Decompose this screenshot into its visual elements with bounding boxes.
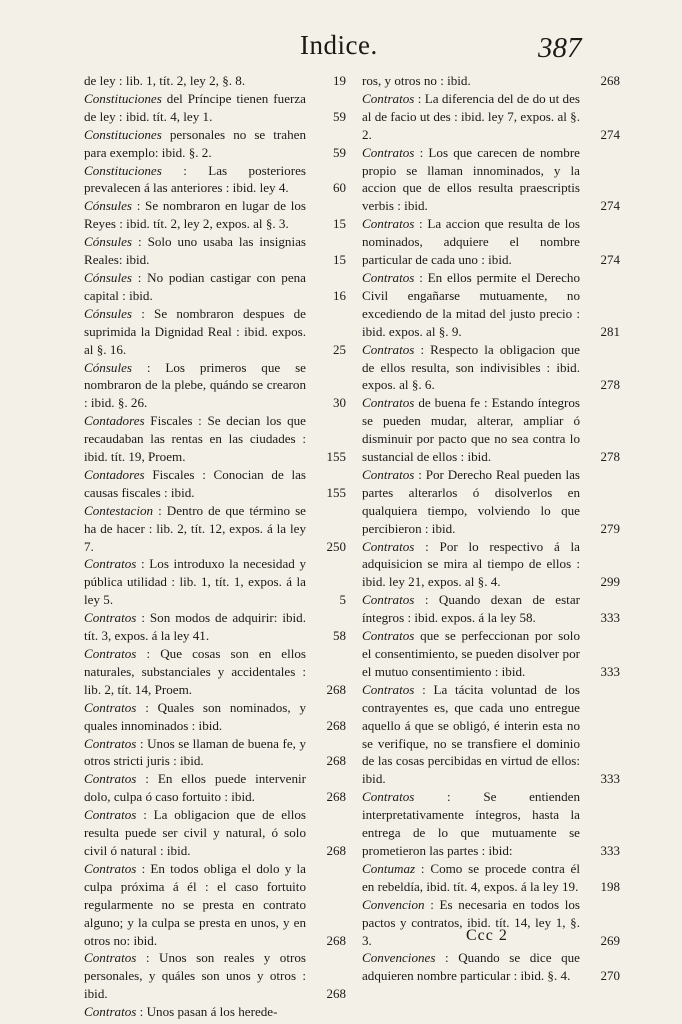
index-entry: [84, 699, 346, 735]
entry-page-ref: 60: [333, 180, 346, 196]
entry-text: : La diferencia del de do ut des al de facio ut des : ibid. ley 7, expos. al §. 2.: [362, 90, 580, 142]
entry-heading: Contratos: [362, 681, 415, 697]
entry-text: Fiscales : Se decian los que recaudaban las rentas en las ciudades : ibid. tít. 19, Proem.: [84, 413, 306, 465]
index-entry: [84, 806, 346, 860]
index-entry: [362, 591, 620, 627]
index-entry: [362, 72, 620, 90]
entry-text: ros, y otros no : ibid.: [362, 73, 471, 88]
entry-heading: Cónsules: [84, 359, 133, 375]
entry-page-ref: 268: [326, 789, 346, 805]
entry-page-ref: 333: [600, 663, 620, 679]
index-entry: [362, 681, 620, 788]
entry-heading: Contestacion: [84, 502, 154, 518]
entry-page-ref: 268: [326, 932, 346, 948]
entry-heading: Cónsules: [84, 234, 133, 250]
entry-heading: Contratos: [362, 341, 415, 357]
index-entry: [362, 394, 620, 466]
index-entry: [84, 770, 346, 806]
entry-heading: Contratos: [84, 735, 137, 751]
entry-heading: Contratos: [84, 950, 137, 966]
entry-page-ref: 5: [339, 592, 346, 608]
entry-heading: Contratos: [84, 699, 137, 715]
index-entry: [362, 538, 620, 592]
entry-page-ref: 274: [600, 198, 620, 214]
entry-page-ref: 30: [333, 395, 346, 411]
index-entry: [84, 949, 346, 1003]
entry-page-ref: 59: [333, 144, 346, 160]
entry-heading: Contratos: [84, 1004, 137, 1020]
entry-heading: Contratos: [84, 771, 137, 787]
entry-text: : Dentro de que término se ha de hacer : lib. 2, tít. 12, expos. á la ley 7.: [84, 502, 306, 554]
entry-text: del Príncipe tienen fuerza de ley : ibid. tít. 4, ley 1.: [84, 90, 306, 124]
entry-page-ref: 155: [326, 484, 346, 500]
entry-page-ref: 58: [333, 628, 346, 644]
entry-heading: Constituciones: [84, 90, 162, 106]
index-entry: [84, 1003, 346, 1021]
entry-page-ref: 25: [333, 341, 346, 357]
entry-page-ref: 268: [326, 717, 346, 733]
entry-heading: Convenciones: [362, 950, 436, 966]
entry-heading: Cónsules: [84, 198, 133, 214]
entry-text: : En ellos puede intervenir dolo, culpa ó caso fortuito : ibid.: [84, 771, 306, 805]
entry-text: : En ellos permite el Derecho Civil engañarse mutuamente, no excediendo de la mitad del justo precio : ibid. expos. al §. 9.: [362, 269, 580, 339]
entry-page-ref: 15: [333, 216, 346, 232]
entry-heading: Contratos: [84, 807, 137, 823]
index-entry: [84, 555, 346, 609]
index-entry: [84, 466, 346, 502]
entry-text: : Solo uno usaba las insignias Reales: ibid.: [84, 234, 306, 268]
entry-heading: Contratos: [362, 269, 415, 285]
entry-page-ref: 281: [600, 323, 620, 339]
page-number: 387: [538, 32, 582, 64]
index-entry: [84, 233, 346, 269]
entry-heading: Constituciones: [84, 162, 162, 178]
entry-page-ref: 268: [600, 73, 620, 88]
entry-heading: Cónsules: [84, 269, 133, 285]
index-entry: [362, 949, 620, 985]
entry-page-ref: 19: [333, 73, 346, 88]
entry-text: : Unos se llaman de buena fe, y otros stricti juris : ibid.: [84, 735, 306, 769]
entry-text: : Que cosas son en ellos naturales, substanciales y accidentales : lib. 2, tít. 14, Proem.: [84, 646, 306, 697]
entry-page-ref: 268: [326, 842, 346, 858]
entry-heading: Convencion: [362, 896, 425, 912]
entry-heading: Contratos: [362, 144, 415, 160]
entry-text: : Unos pasan á los herede-: [136, 1004, 278, 1020]
entry-heading: Contratos: [362, 628, 415, 644]
entry-page-ref: 268: [326, 986, 346, 1002]
entry-page-ref: 268: [326, 753, 346, 769]
entry-text: : Es necesaria en todos los pactos y contratos, ibid. tít. 14, ley 1, §. 3.: [362, 896, 580, 948]
index-entry: [362, 90, 620, 144]
index-entry: [84, 860, 346, 950]
entry-heading: Contumaz: [362, 860, 416, 876]
entry-heading: Constituciones: [84, 126, 162, 142]
entry-heading: Contratos: [84, 860, 137, 876]
entry-text: : Quales son nominados, y quales innominados : ibid.: [84, 699, 306, 733]
entry-heading: Contadores: [84, 413, 145, 429]
entry-text: : Los primeros que se nombraron de la plebe, quándo se crearon : ibid. §. 26.: [84, 359, 306, 411]
entry-text: : Se nombraron en lugar de los Reyes : ibid. tít. 2, ley 2, expos. al §. 3.: [84, 198, 306, 232]
entry-text: : Los que carecen de nombre propio se llaman innominados, y la accion que de ellos resulta praescriptis verbis : ibid.: [362, 144, 580, 214]
entry-text: de ley : lib. 1, tít. 2, ley 2, §. 8.: [84, 73, 246, 88]
index-entry: [84, 162, 346, 198]
entry-text: : La obligacion que de ellos resulta puede ser civil y natural, ó solo civil ó natural : ibid.: [84, 807, 306, 858]
index-entry: [84, 126, 346, 162]
index-entry: [362, 788, 620, 860]
signature-mark: Ccc 2: [466, 927, 508, 944]
entry-page-ref: 269: [600, 932, 620, 948]
entry-text: Fiscales : Conocian de las causas fiscales : ibid.: [84, 466, 306, 500]
entry-text: : Se nombraron despues de suprimida la Dignidad Real : ibid. expos. al §. 16.: [84, 305, 306, 357]
page-title: Indice.: [300, 30, 378, 60]
entry-page-ref: 278: [600, 449, 620, 465]
index-entry: [84, 609, 346, 645]
entry-page-ref: 333: [600, 842, 620, 858]
entry-page-ref: 155: [326, 449, 346, 465]
entry-text: : En todos obliga el dolo y la culpa próxima á él : el caso fortuito regularmente no se presta en contrato alguno; y la culpa se presta en unos, y en otros no: ibid.: [84, 860, 306, 948]
entry-page-ref: 250: [326, 538, 346, 554]
entry-text: : Quando dexan de estar íntegros : ibid. expos. á la ley 58.: [362, 592, 580, 626]
index-entry: [84, 305, 346, 359]
entry-text: : Unos son reales y otros personales, y quáles son unos y otros : ibid.: [84, 950, 306, 1002]
index-entry: [362, 466, 620, 538]
entry-page-ref: 268: [326, 681, 346, 697]
left-column: [84, 72, 346, 1021]
entry-heading: Contadores: [84, 466, 145, 482]
entry-heading: Contratos: [362, 216, 415, 232]
index-entry: [84, 735, 346, 771]
index-entry: [84, 197, 346, 233]
entry-heading: Contratos: [362, 395, 415, 411]
entry-heading: Contratos: [362, 90, 415, 106]
entry-text: de buena fe : Estando íntegros se pueden mudar, alterar, ampliar ó disminuir por pacto que no sea contra lo sustancial de ellos : ibid.: [362, 395, 580, 465]
entry-text: : No podian castigar con pena capital : ibid.: [84, 269, 306, 303]
entry-text: personales no se trahen para exemplo: ibid. §. 2.: [84, 126, 306, 160]
index-entry: [84, 502, 346, 556]
entry-text: : Como se procede contra él en rebeldía, ibid. tít. 4, expos. á la ley 19.: [362, 860, 580, 894]
index-entry: [362, 860, 620, 896]
entry-text: : La tácita voluntad de los contrayentes es, que cada uno entregue aquello á que se obligó, é interin esta no se verifique, no se transfiere el dominio de las cosas percibidas en virtud de ellos: ibid.: [362, 681, 580, 787]
entry-page-ref: 270: [600, 968, 620, 984]
entry-page-ref: 274: [600, 126, 620, 142]
entry-text: que se perfeccionan por solo el consentimiento, se pueden disolver por el mutuo consentimiento : ibid.: [362, 628, 580, 679]
entry-page-ref: 278: [600, 377, 620, 393]
entry-text: : Las posteriores prevalecen á las anteriores : ibid. ley 4.: [84, 162, 306, 196]
entry-page-ref: 15: [333, 252, 346, 268]
entry-text: : Quando se dice que adquieren nombre particular : ibid. §. 4.: [362, 950, 580, 984]
entry-page-ref: 333: [600, 771, 620, 787]
index-entry: [84, 90, 346, 126]
entry-page-ref: 274: [600, 252, 620, 268]
entry-heading: Contratos: [84, 556, 137, 572]
entry-heading: Contratos: [84, 610, 137, 626]
entry-heading: Cónsules: [84, 305, 133, 321]
index-entry: [84, 645, 346, 699]
index-entry: [362, 627, 620, 681]
entry-heading: Contratos: [362, 538, 415, 554]
entry-page-ref: 333: [600, 610, 620, 626]
entry-page-ref: 16: [333, 287, 346, 303]
index-entry: [362, 341, 620, 395]
index-entry: [84, 359, 346, 413]
entry-heading: Contratos: [362, 592, 415, 608]
entry-page-ref: 279: [600, 520, 620, 536]
entry-text: : Se entienden interpretativamente íntegros, hasta la entrega de lo que mutuamente se prometieron las partes : ibid:: [362, 789, 580, 858]
entry-heading: Contratos: [84, 646, 137, 661]
entry-page-ref: 59: [333, 108, 346, 124]
entry-heading: Contratos: [362, 789, 415, 805]
entry-text: : Son modos de adquirir: ibid. tít. 3, expos. á la ley 41.: [84, 610, 306, 644]
entry-text: : Los introduxo la necesidad y pública utilidad : lib. 1, tít. 1, expos. á la ley 5.: [84, 556, 306, 608]
index-entry: [362, 215, 620, 269]
index-entry: [84, 269, 346, 305]
entry-text: : La accion que resulta de los nominados, adquiere el nombre particular de cada uno : ibid.: [362, 216, 580, 268]
entry-page-ref: 198: [600, 878, 620, 894]
index-entry: [362, 144, 620, 216]
entry-text: : Por Derecho Real pueden las partes alterarlos ó disolverlos en qualquiera tiempo, volviendo lo que percibieron : ibid.: [362, 466, 580, 536]
index-entry: [84, 72, 346, 90]
entry-text: : Por lo respectivo á la adquisicion se mira al tiempo de ellos : ibid. ley 21, expos. al §. 4.: [362, 538, 580, 590]
index-entry: [362, 269, 620, 341]
right-column: [362, 72, 620, 985]
entry-heading: Contratos: [362, 466, 415, 482]
index-entry: [84, 412, 346, 466]
entry-text: : Respecto la obligacion que de ellos resulta, son indivisibles : ibid. expos. al §. 6.: [362, 341, 580, 393]
entry-page-ref: 299: [600, 574, 620, 590]
